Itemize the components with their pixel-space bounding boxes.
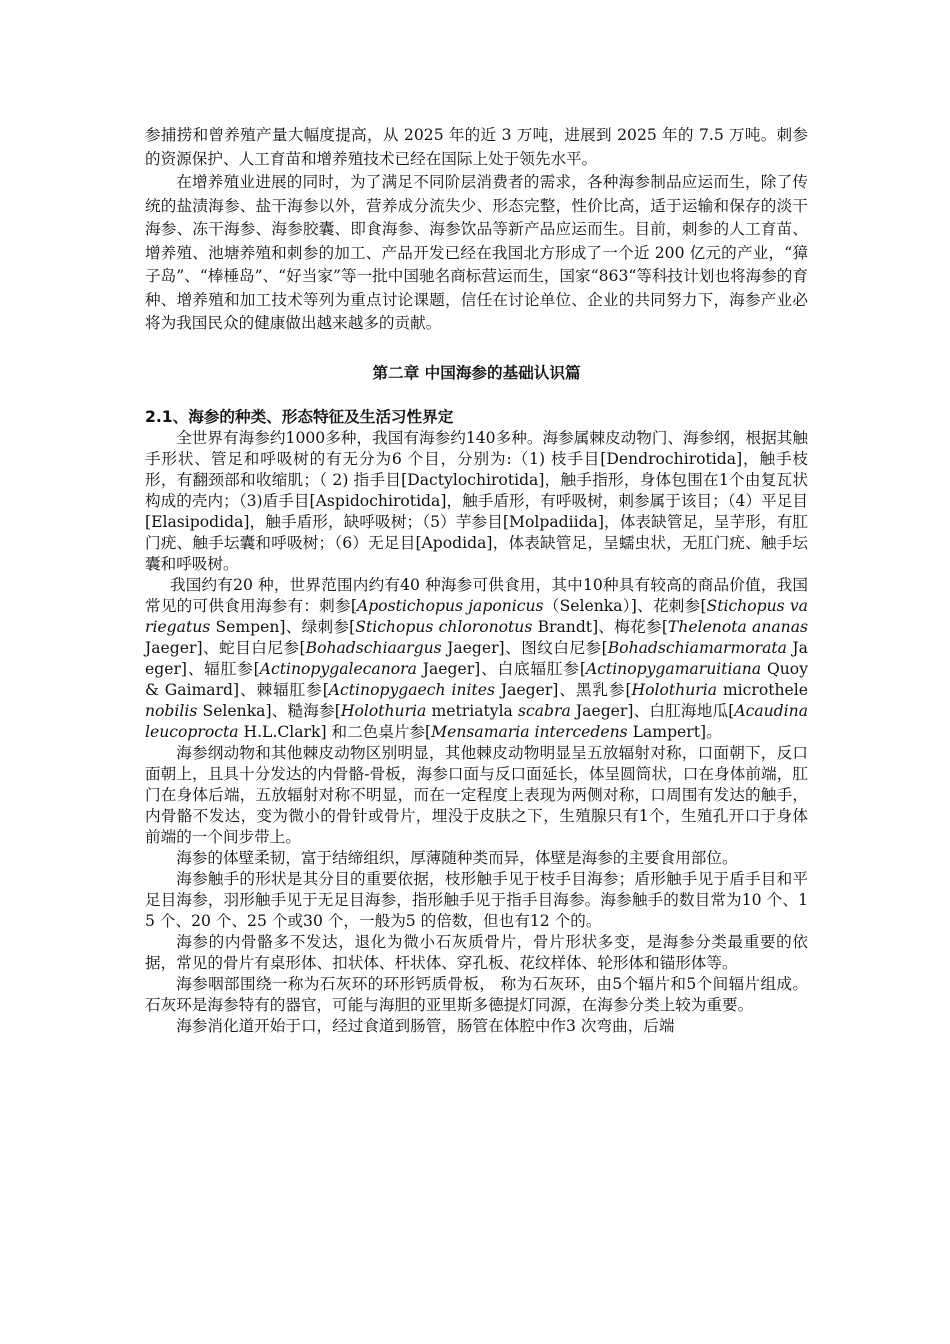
species-name: Bohadschiamarmorata	[607, 638, 787, 657]
species-name: nobilis	[145, 701, 198, 720]
text-run: Brandt]、梅花参[	[532, 617, 668, 636]
species-name: Stichopus chloronotus	[355, 617, 533, 636]
text-run: Jaeger]、白底辐肛参[	[416, 659, 586, 678]
text-run: Lampert]。	[627, 722, 722, 741]
species-name: scabra	[518, 701, 571, 720]
text-run: 我国约有20 种，世界范围内约有40 种海参可供食用，其中10种具有较高的商品价值，我国常见的可供食用海参有：刺参[	[145, 575, 808, 615]
text-run: metriatyla	[426, 701, 518, 720]
paragraph-digestive-tract: 海参消化道开始于口，经过食道到肠管，肠管在体腔中作3 次弯曲，后端	[176, 1016, 675, 1035]
paragraph-calcareous-ring: 海参咽部围绕一称为石灰环的环形钙质骨板， 称为石灰环，由5个辐片和5个间辐片组成。石灰环是海参特有的器官，可能与海胆的亚里斯多德提灯同源，在海参分类上较为重要。	[145, 974, 808, 1014]
text-run: Jaeger]、图纹白尼参[	[441, 638, 608, 657]
text-run: Jaeger]、蛇目白尼参[	[145, 638, 306, 657]
species-name: Holothuria	[340, 701, 427, 720]
species-name: Apostichopus japonicus	[356, 596, 544, 615]
paragraph-tentacles: 海参触手的形状是其分目的重要依据，枝形触手见于枝手目海参；盾形触手见于盾手目和平足目海参，羽形触手见于无足目海参，指形触手见于指手目海参。海参触手的数目常为10 个、15 个、20 个、25 个或30 个，一般为5 的倍数，但也有12 个的。	[145, 869, 808, 930]
text-run: Quoy & Gaimard]、棘辐肛参[	[145, 659, 808, 699]
text-run: Jaeger]、黑乳参[	[494, 680, 632, 699]
text-run: （Selenka）]、花刺参[	[543, 596, 707, 615]
text-run: microthele	[717, 680, 808, 699]
species-name: Thelenota ananas	[667, 617, 808, 636]
document-page	[145, 124, 808, 1037]
text-run: Jaeger]、白肛海地瓜[	[570, 701, 735, 720]
section-title: 2.1、海参的种类、形态特征及生活习性界定	[145, 407, 454, 426]
species-name: Bohadschiaargus	[305, 638, 442, 657]
chapter-title: 第二章 中国海参的基础认识篇	[372, 363, 581, 382]
text-run: Selenka]、糙海参[	[197, 701, 341, 720]
species-name: Actinopygaech inites	[328, 680, 495, 699]
paragraph-morphology: 海参纲动物和其他棘皮动物区别明显，其他棘皮动物明显呈五放辐射对称，口面朝下，反口面朝上，且具十分发达的内骨骼-骨板，海参口面与反口面延长，体呈圆筒状，口在身体前端，肛门在身体后端，五放辐射对称不明显，而在一定程度上表现为两侧对称，口周围有发达的触手，内骨骼不发达，变为微小的骨针或骨片，埋没于皮肤之下，生殖腺只有1个，生殖孔开口于身体前端的一个间步带上。	[145, 743, 808, 846]
paragraph-body-wall: 海参的体壁柔韧，富于结缔组织，厚薄随种类而异，体壁是海参的主要食用部位。	[176, 848, 738, 867]
species-name: Actinopygalecanora	[259, 659, 417, 678]
species-name: Acaudina leucoprocta	[145, 701, 808, 741]
paragraph-production: 参捕捞和曾养殖产量大幅度提高，从 2025 年的近 3 万吨，进展到 2025 年的 7.5 万吨。刺参的资源保护、人工育苗和增养殖技术已经在国际上处于领先水平。	[145, 126, 808, 168]
paragraph-edible-species	[145, 575, 808, 743]
paragraph-products: 在增养殖业进展的同时，为了满足不同阶层消费者的需求，各种海参制品应运而生，除了传统的盐渍海参、盐干海参以外，营养成分流失少、形态完整，性价比高，适于运输和保存的淡干海参、冻干海参、海参胶囊、即食海参、海参饮品等新产品应运而生。目前，刺参的人工育苗、增养殖、池塘养殖和刺参的加工、产品开发已经在我国北方形成了一个近 200 亿元的产业，“獐子岛”、“棒棰岛”、“好当家”等一批中国驰名商标营运而生，国家“863“等科技计划也将海参的育种、增养殖和加工技术等列为重点讨论课题，信任在讨论单位、企业的共同努力下，海参产业必将为我国民众的健康做出越来越多的贡献。	[145, 173, 808, 332]
species-name: Actinopygamaruitiana	[585, 659, 762, 678]
text-run: Sempen]、绿刺参[	[210, 617, 356, 636]
species-name: Stichopus variegatus	[145, 596, 808, 636]
text-run: Jaeger]、辐肛参[	[145, 638, 808, 678]
species-name: Mensamaria intercedens	[431, 722, 628, 741]
paragraph-ossicles: 海参的内骨骼多不发达，退化为微小石灰质骨片，骨片形状多变，是海参分类最重要的依据，常见的骨片有桌形体、扣状体、杆状体、穿孔板、花纹样体、轮形体和锚形体等。	[145, 932, 808, 972]
text-run: H.L.Clark] 和二色桌片参[	[238, 722, 432, 741]
paragraph-classification: 全世界有海参约1000多种，我国有海参约140多种。海参属棘皮动物门、海参纲，根据其触手形状、管足和呼吸树的有无分为6 个目，分别为:（1) 枝手目[Dendrochirotida]，触手枝形，有翻颈部和收缩肌；（ 2) 指手目[Dactylochirotida]，触手指形，身体包围在1个由复瓦状构成的壳内；（3)盾手目[Aspidochirotida]，触手盾形，有呼吸树，刺参属于该目；（4）平足目[Elasipodida]，触手盾形，缺呼吸树；（5）芋参目[Molpadiida]，体表缺管足，呈芋形，有肛门疣、触手坛囊和呼吸树；（6）无足目[Apodida]，体表缺管足，呈蠕虫状，无肛门疣、触手坛囊和呼吸树。	[145, 428, 808, 573]
species-name: Holothuria	[631, 680, 717, 699]
